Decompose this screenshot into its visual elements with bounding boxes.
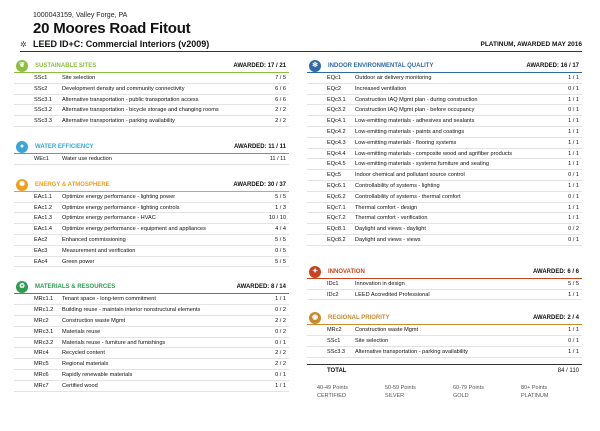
section-awarded: AWARDED: 8 / 14 bbox=[236, 284, 286, 291]
indoor-quality-icon: ✻ bbox=[309, 60, 321, 72]
credit-description: Low-emitting materials - paints and coatings bbox=[355, 128, 465, 135]
section-regional-priority bbox=[307, 312, 582, 357]
credit-code: EAc1.4 bbox=[34, 226, 53, 233]
credit-points: 1 / 1 bbox=[568, 96, 579, 103]
section-awarded: AWARDED: 11 / 11 bbox=[233, 143, 286, 150]
credit-code: MRc3.1 bbox=[34, 328, 54, 335]
credit-row bbox=[14, 370, 289, 381]
credit-points: 0 / 1 bbox=[568, 193, 579, 200]
right-column bbox=[307, 60, 582, 377]
credit-row bbox=[307, 192, 582, 203]
credit-points: 6 / 6 bbox=[275, 85, 286, 92]
credit-row bbox=[14, 105, 289, 116]
credit-description: Indoor chemical and pollutant source control bbox=[355, 172, 465, 179]
credit-points: 2 / 2 bbox=[275, 350, 286, 357]
credit-row bbox=[14, 224, 289, 235]
credit-code: EAc1.3 bbox=[34, 215, 53, 222]
credit-row bbox=[307, 95, 582, 106]
credit-points: 1 / 1 bbox=[568, 291, 579, 298]
credit-row bbox=[307, 203, 582, 214]
leed-logo-icon: ✲ bbox=[20, 40, 27, 49]
credit-row bbox=[307, 116, 582, 127]
credit-code: EQc4.5 bbox=[327, 161, 346, 168]
credit-points: 0 / 1 bbox=[568, 85, 579, 92]
credit-description: Daylight and views - daylight bbox=[355, 226, 426, 233]
credit-row bbox=[307, 347, 582, 358]
credit-row bbox=[14, 294, 289, 305]
credit-code: IDc1 bbox=[327, 280, 339, 287]
section-title: SUSTAINABLE SITES bbox=[35, 63, 97, 69]
award-level: PLATINUM, AWARDED MAY 2016 bbox=[480, 41, 582, 48]
credit-points: 11 / 11 bbox=[269, 155, 286, 162]
credit-code: MRc1.2 bbox=[34, 307, 54, 314]
credit-description: Regional materials bbox=[62, 361, 109, 368]
credit-description: Increased ventilation bbox=[355, 85, 407, 92]
credit-description: Alternative transportation - parking availability bbox=[62, 118, 175, 125]
credit-points: 5 / 5 bbox=[275, 258, 286, 265]
credit-description: Low-emitting materials - systems furniture and seating bbox=[355, 161, 489, 168]
credit-code: EQc7.2 bbox=[327, 215, 346, 222]
credit-code: SSc1 bbox=[34, 75, 48, 81]
credit-row bbox=[14, 381, 289, 392]
credit-code: EQc4.4 bbox=[327, 150, 346, 157]
credit-description: Optimize energy performance - HVAC bbox=[62, 215, 156, 222]
credit-row bbox=[14, 154, 289, 165]
rating-system: LEED ID+C: Commercial Interiors (v2009) bbox=[33, 39, 210, 49]
section-title: INNOVATION bbox=[328, 268, 365, 275]
recycle-icon: ♻ bbox=[16, 281, 28, 293]
section-awarded: AWARDED: 6 / 6 bbox=[532, 268, 579, 275]
section-title: INDOOR ENVIRONMENTAL QUALITY bbox=[328, 63, 434, 69]
credit-row bbox=[14, 305, 289, 316]
credit-row bbox=[307, 84, 582, 95]
credit-points: 0 / 5 bbox=[275, 247, 286, 254]
credit-points: 1 / 1 bbox=[568, 161, 579, 168]
credit-points: 0 / 1 bbox=[275, 371, 286, 378]
credit-code: SSc1 bbox=[327, 338, 341, 345]
credit-description: Rapidly renewable materials bbox=[62, 371, 133, 378]
credit-description: Controllability of systems - thermal comfort bbox=[355, 193, 461, 200]
credit-description: Alternative transportation - parking availability bbox=[355, 348, 468, 355]
credit-code: MRc2 bbox=[327, 327, 342, 334]
credit-code: MRc5 bbox=[34, 361, 49, 368]
credit-code: EQc5 bbox=[327, 172, 341, 179]
section-title: MATERIALS & RESOURCES bbox=[35, 284, 116, 291]
section-innovation bbox=[307, 266, 582, 301]
credit-code: MRc2 bbox=[34, 317, 49, 324]
leaf-icon: ❦ bbox=[16, 60, 28, 72]
credit-code: SSc3.3 bbox=[327, 348, 346, 355]
level-platinum bbox=[521, 384, 587, 400]
credit-code: EAc3 bbox=[34, 247, 48, 254]
credit-description: Daylight and views - views bbox=[355, 236, 421, 243]
credit-description: Development density and community connectivity bbox=[62, 85, 185, 92]
credit-code: EQc7.1 bbox=[327, 204, 346, 211]
credit-points: 2 / 2 bbox=[275, 361, 286, 368]
credit-description: Outdoor air delivery monitoring bbox=[355, 75, 432, 81]
credit-points: 2 / 2 bbox=[275, 118, 286, 125]
credit-row bbox=[307, 279, 582, 290]
credit-row bbox=[14, 116, 289, 127]
section-header bbox=[307, 312, 582, 325]
credit-code: EQc2 bbox=[327, 85, 341, 92]
section-awarded: AWARDED: 17 / 21 bbox=[233, 63, 286, 69]
credit-points: 1 / 1 bbox=[568, 150, 579, 157]
credit-row bbox=[307, 138, 582, 149]
credit-code: MRc4 bbox=[34, 350, 49, 357]
credit-points: 0 / 2 bbox=[568, 226, 579, 233]
credit-points: 0 / 2 bbox=[275, 307, 286, 314]
section-awarded: AWARDED: 2 / 4 bbox=[532, 315, 579, 322]
credit-description: Certified wood bbox=[62, 382, 98, 389]
level-name: SILVER bbox=[385, 393, 405, 399]
credit-row bbox=[307, 170, 582, 181]
credit-description: Low-emitting materials - composite wood and agrifiber products bbox=[355, 150, 513, 157]
certification-levels bbox=[307, 384, 582, 404]
credit-row bbox=[14, 338, 289, 349]
credit-code: SSc3.2 bbox=[34, 107, 53, 114]
credit-points: 1 / 1 bbox=[568, 139, 579, 146]
credit-description: Site selection bbox=[355, 338, 389, 345]
credit-row bbox=[14, 213, 289, 224]
credit-description: Building reuse - maintain interior nonstructural elements bbox=[62, 307, 201, 314]
page-title: 20 Moores Road Fitout bbox=[33, 20, 191, 37]
credit-row bbox=[14, 235, 289, 246]
section-energy-atmosphere bbox=[14, 179, 289, 268]
section-awarded: AWARDED: 16 / 17 bbox=[526, 63, 579, 69]
section-water-efficiency bbox=[14, 141, 289, 165]
credit-description: Green power bbox=[62, 258, 95, 265]
credit-row bbox=[307, 325, 582, 336]
credit-code: MRc1.1 bbox=[34, 296, 54, 303]
credit-points: 2 / 2 bbox=[275, 107, 286, 114]
total-value: 84 / 110 bbox=[557, 367, 579, 374]
credit-row bbox=[307, 149, 582, 160]
credit-points: 7 / 5 bbox=[275, 75, 286, 81]
credit-row bbox=[14, 359, 289, 370]
credit-row bbox=[307, 105, 582, 116]
credit-description: Optimize energy performance - lighting power bbox=[62, 193, 176, 200]
credit-row bbox=[307, 73, 582, 84]
level-silver bbox=[385, 384, 451, 400]
credit-code: EQc8.2 bbox=[327, 236, 346, 243]
credit-points: 5 / 5 bbox=[275, 193, 286, 200]
credit-description: Alternative transportation - public transportation access bbox=[62, 96, 199, 103]
credit-points: 1 / 3 bbox=[275, 204, 286, 211]
credit-code: EAc2 bbox=[34, 236, 48, 243]
total-label: TOTAL bbox=[327, 367, 347, 374]
credit-points: 0 / 2 bbox=[275, 328, 286, 335]
header-divider bbox=[20, 51, 582, 52]
credit-description: Tenant space - long-term commitment bbox=[62, 296, 156, 303]
section-header bbox=[307, 60, 582, 73]
level-points: 80+ Points bbox=[521, 385, 548, 391]
credit-code: SSc3.3 bbox=[34, 118, 53, 125]
total-row bbox=[307, 364, 582, 377]
credit-row bbox=[14, 73, 289, 84]
section-title: ENERGY & ATMOSPHERE bbox=[35, 181, 110, 188]
lightbulb-icon: ✦ bbox=[309, 266, 321, 278]
section-header bbox=[14, 179, 289, 192]
section-awarded: AWARDED: 30 / 37 bbox=[233, 181, 286, 188]
credit-row bbox=[14, 327, 289, 338]
sun-icon: ✺ bbox=[16, 179, 28, 191]
credit-points: 0 / 1 bbox=[568, 236, 579, 243]
credit-points: 1 / 1 bbox=[568, 75, 579, 81]
credit-description: Optimize energy performance - lighting controls bbox=[62, 204, 180, 211]
credit-row bbox=[307, 224, 582, 235]
credit-description: Controllability of systems - lighting bbox=[355, 182, 440, 189]
left-column bbox=[14, 60, 289, 400]
credit-points: 4 / 4 bbox=[275, 226, 286, 233]
credit-points: 1 / 1 bbox=[568, 128, 579, 135]
credit-points: 0 / 1 bbox=[568, 107, 579, 114]
credit-points: 10 / 10 bbox=[268, 215, 286, 222]
credit-row bbox=[307, 159, 582, 170]
credit-row bbox=[307, 290, 582, 301]
section-sustainable-sites bbox=[14, 60, 289, 127]
credit-code: EQc1 bbox=[327, 75, 341, 81]
credit-row bbox=[14, 257, 289, 268]
credit-description: Measurement and verification bbox=[62, 247, 136, 254]
credit-points: 1 / 1 bbox=[568, 204, 579, 211]
credit-description: Water use reduction bbox=[62, 155, 112, 162]
section-title: REGIONAL PRIORITY bbox=[328, 315, 390, 322]
credit-row bbox=[307, 127, 582, 138]
credit-code: EQc4.2 bbox=[327, 128, 346, 135]
credit-description: Construction waste Mgmt bbox=[355, 327, 419, 334]
credit-description: Materials reuse - furniture and furnishings bbox=[62, 339, 166, 346]
credit-code: IDc2 bbox=[327, 291, 339, 298]
credit-description: Optimize energy performance - equipment and appliances bbox=[62, 226, 206, 233]
credit-code: EQc4.3 bbox=[327, 139, 346, 146]
credit-description: LEED Accredited Professional bbox=[355, 291, 430, 298]
section-indoor-environmental-quality bbox=[307, 60, 582, 246]
rating-header bbox=[20, 39, 582, 49]
credit-description: Construction waste Mgmt bbox=[62, 317, 126, 324]
credit-row bbox=[14, 203, 289, 214]
credit-description: Low-emitting materials - flooring systems bbox=[355, 139, 457, 146]
level-name: PLATINUM bbox=[521, 393, 549, 399]
credit-row bbox=[14, 316, 289, 327]
credit-row bbox=[307, 181, 582, 192]
credit-description: Innovation in design bbox=[355, 280, 405, 287]
credit-description: Construction IAQ Mgmt plan - before occupancy bbox=[355, 107, 475, 114]
level-name: GOLD bbox=[453, 393, 469, 399]
level-name: CERTIFIED bbox=[317, 393, 346, 399]
credit-code: EQc8.1 bbox=[327, 226, 346, 233]
credit-code: EAc1.2 bbox=[34, 204, 53, 211]
level-points: 50-59 Points bbox=[385, 385, 416, 391]
credit-code: MRc3.2 bbox=[34, 339, 54, 346]
credit-row bbox=[14, 95, 289, 106]
credit-points: 0 / 1 bbox=[275, 339, 286, 346]
credit-points: 0 / 1 bbox=[568, 338, 579, 345]
credit-code: MRc7 bbox=[34, 382, 49, 389]
credit-description: Construction IAQ Mgmt plan - during construction bbox=[355, 96, 478, 103]
credit-points: 1 / 1 bbox=[568, 118, 579, 125]
credit-code: SSc2 bbox=[34, 85, 48, 92]
credit-code: EAc1.1 bbox=[34, 193, 53, 200]
credit-description: Alternative transportation - bicycle storage and changing rooms bbox=[62, 107, 219, 114]
credit-code: EQc3.1 bbox=[327, 96, 346, 103]
credit-points: 1 / 1 bbox=[568, 215, 579, 222]
credit-row bbox=[307, 336, 582, 347]
credit-code: MRc6 bbox=[34, 371, 49, 378]
credit-code: EQc6.1 bbox=[327, 182, 346, 189]
section-header bbox=[307, 266, 582, 279]
credit-points: 1 / 1 bbox=[275, 382, 286, 389]
credit-row bbox=[307, 213, 582, 224]
credit-points: 0 / 1 bbox=[568, 172, 579, 179]
section-title: WATER EFFICIENCY bbox=[35, 143, 94, 150]
credit-points: 5 / 5 bbox=[275, 236, 286, 243]
level-gold bbox=[453, 384, 519, 400]
credit-points: 1 / 1 bbox=[568, 327, 579, 334]
credit-code: EAc4 bbox=[34, 258, 48, 265]
credit-code: SSc3.1 bbox=[34, 96, 53, 103]
credit-description: Thermal comfort - verification bbox=[355, 215, 428, 222]
water-drop-icon: ● bbox=[16, 141, 28, 153]
credit-code: EQc4.1 bbox=[327, 118, 346, 125]
credit-points: 1 / 1 bbox=[568, 182, 579, 189]
credit-row bbox=[14, 246, 289, 257]
credit-points: 1 / 1 bbox=[568, 348, 579, 355]
credit-points: 2 / 2 bbox=[275, 317, 286, 324]
project-id: 1000043159, Valley Forge, PA bbox=[33, 12, 128, 19]
credit-description: Thermal comfort - design bbox=[355, 204, 418, 211]
section-header bbox=[14, 281, 289, 294]
credit-description: Site selection bbox=[62, 75, 96, 81]
credit-points: 1 / 1 bbox=[275, 296, 286, 303]
credit-points: 5 / 5 bbox=[568, 280, 579, 287]
credit-code: WEc1 bbox=[34, 155, 49, 162]
level-certified bbox=[317, 384, 383, 400]
credit-code: EQc6.2 bbox=[327, 193, 346, 200]
credit-description: Materials reuse bbox=[62, 328, 101, 335]
section-materials-resources bbox=[14, 281, 289, 391]
section-header bbox=[14, 60, 289, 73]
credit-row bbox=[14, 192, 289, 203]
section-header bbox=[14, 141, 289, 154]
credit-row bbox=[307, 235, 582, 246]
credit-points: 6 / 6 bbox=[275, 96, 286, 103]
credit-row bbox=[14, 348, 289, 359]
credit-code: EQc3.2 bbox=[327, 107, 346, 114]
credit-row bbox=[14, 84, 289, 95]
credit-description: Recycled content bbox=[62, 350, 105, 357]
level-points: 40-49 Points bbox=[317, 385, 348, 391]
credit-description: Enhanced commissioning bbox=[62, 236, 126, 243]
credit-description: Low-emitting materials - adhesives and sealants bbox=[355, 118, 475, 125]
level-points: 60-79 Points bbox=[453, 385, 484, 391]
map-pin-icon: ◉ bbox=[309, 312, 321, 324]
